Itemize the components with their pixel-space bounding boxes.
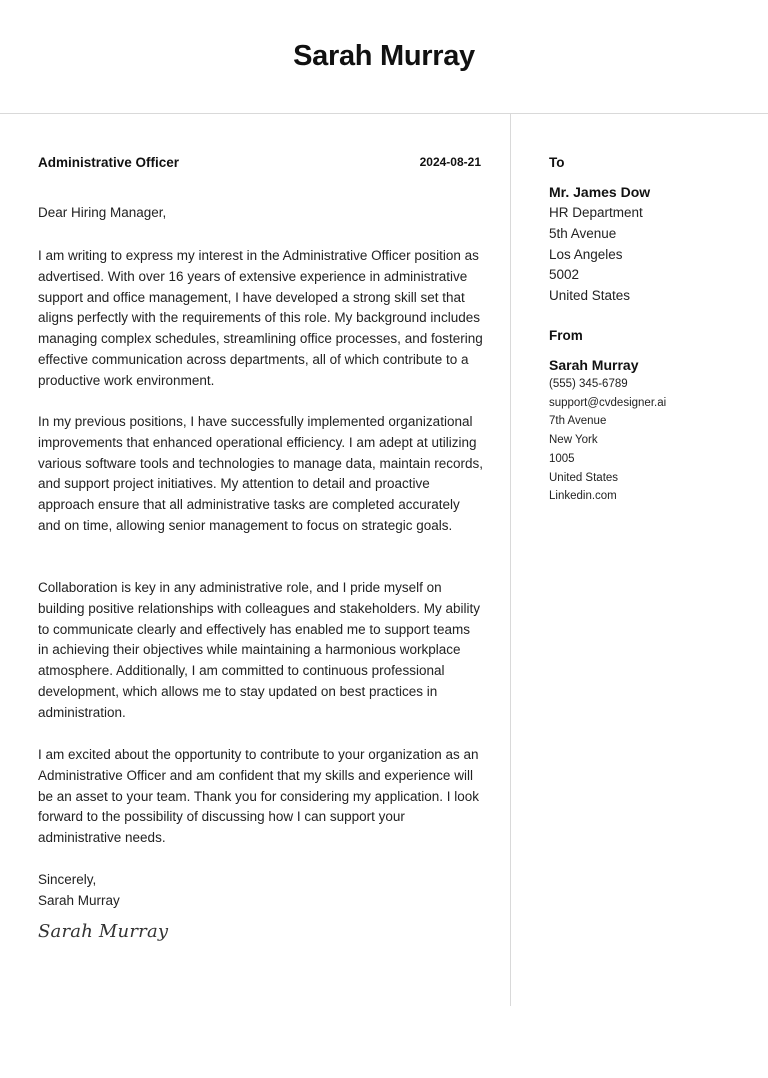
paragraph-4: I am excited about the opportunity to contribute to your organization as an Administrative Officer and am confident that my skills and experience will be an asset to your team. Thank you for considering my application. I look forward to the possibility of discussing how I can support your administrative needs. (38, 747, 479, 846)
recipient-line: 5th Avenue (549, 225, 617, 241)
sender-phone: (555) 345-6789 (549, 378, 628, 390)
recipient-line: Los Angeles (549, 246, 623, 262)
sender-line: United States (549, 471, 619, 484)
sender-linkedin: Linkedin.com (549, 490, 617, 503)
letter-date: 2024-08-21 (419, 155, 481, 169)
letter-body (38, 153, 484, 942)
sender-email: support@cvdesigner.ai (549, 396, 667, 409)
recipient-name: Mr. James Dow (549, 184, 651, 200)
paragraph-3: Collaboration is key in any administrative role, and I pride myself on building positive relationships with colleagues and stakeholders. My ability to communicate clearly and effectively has enabled me to support teams in achieving their objectives while maintaining a harmonious workplace atmosphere. Additionally, I am committed to continuous professional development, which allows me to stay updated on best practices in administration. (38, 580, 480, 720)
closing-name: Sarah Murray (38, 893, 120, 908)
closing-salutation: Sincerely, (38, 872, 97, 887)
sender-label: From (549, 328, 583, 343)
paragraph-1: I am writing to express my interest in the Administrative Officer position as advertised. With over 16 years of extensive experience in administrative support and office management, I have developed a strong skill set that aligns perfectly with the requirements of this role. My background includes managing complex schedules, streamlining office processes, and fostering effective communication across departments, all of which contribute to a productive work environment. (38, 248, 483, 388)
signature: Sarah Murray (38, 921, 169, 942)
recipient-address (549, 203, 643, 307)
paragraph-2: In my previous positions, I have successfully implemented organizational improvements that enhanced operational efficiency. I am adept at utilizing various software tools and technologies to manage data, maintain records, and support project initiatives. My attention to detail and proactive approach ensure that all administrative tasks are completed accurately and on time, allowing senior management to focus on strategic goals. (38, 414, 484, 533)
sender-line: 7th Avenue (549, 415, 607, 428)
greeting: Dear Hiring Manager, (38, 205, 167, 220)
recipient-label: To (549, 155, 565, 170)
sender-contact (549, 375, 666, 506)
recipient-line: 5002 (549, 267, 580, 283)
page-header (0, 0, 768, 114)
sender-line: New York (549, 434, 598, 447)
applicant-name: Sarah Murray (293, 40, 475, 72)
recipient-line: HR Department (549, 205, 643, 220)
sender-name: Sarah Murray (549, 357, 639, 373)
letter-meta-row (38, 153, 481, 175)
position-title: Administrative Officer (38, 155, 180, 170)
recipient-line: United States (549, 288, 631, 304)
sender-line: 1005 (549, 452, 575, 465)
column-divider (510, 114, 511, 1006)
